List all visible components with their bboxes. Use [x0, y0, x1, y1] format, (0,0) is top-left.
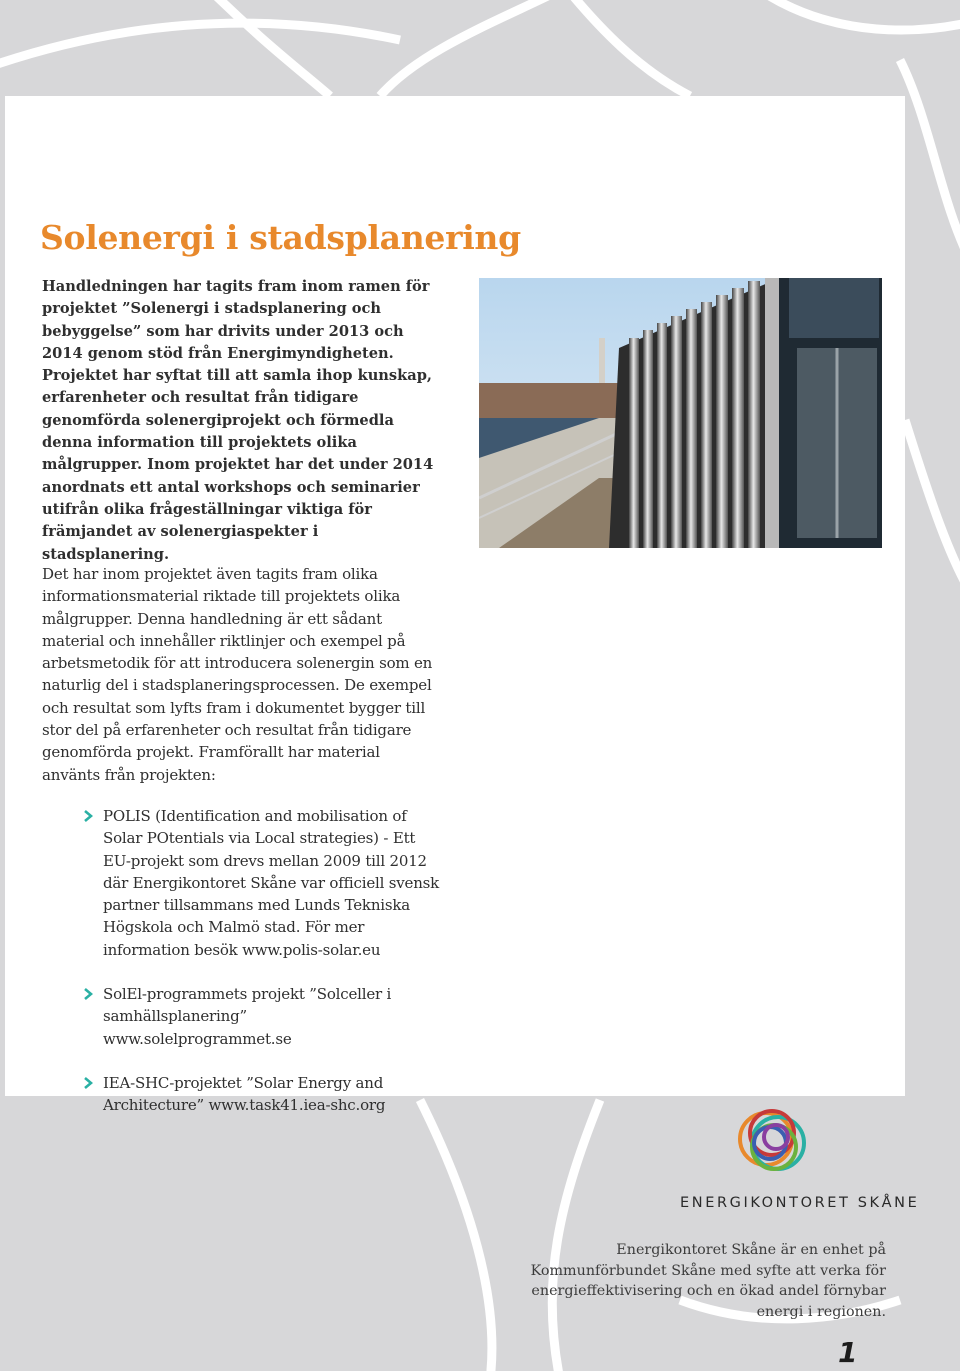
- chevron-right-icon: [83, 1076, 93, 1090]
- chevron-right-icon: [83, 987, 93, 1001]
- body-paragraph: Det har inom projektet även tagits fram olika informationsmaterial riktade till projektets olika målgrupper. Denna handledning är ett sådant material och innehåller riktlinjer och exempel på arbetsmetodik för att introducera solenergin som en naturlig del i stadsplaneringsprocessen. De exempel och resultat som lyfts fram i dokumentet bygger till stor del på erfarenheter och resultat från tidigare genomförda projekt. Framförallt har material använts från projekten:: [42, 565, 433, 784]
- list-item-text: POLIS (Identification and mobilisation of Solar POtentials via Local strategies) - Ett EU-projekt som drevs mellan 2009 till 2012 där Energikontoret Skåne var officiell svensk partner tillsammans med Lunds Tekniska Högskola och Malmö stad. För mer information besök www.polis-solar.eu: [103, 807, 440, 959]
- solar-collector-photo: [479, 278, 882, 548]
- intro-paragraph: Handledningen har tagits fram inom ramen för projektet ”Solenergi i stadsplanering och bebyggelse” som har drivits under 2013 och 2014 genom stöd från Energimyndigheten. Projektet har syftat till att samla ihop kunskap, erfarenheter och resultat från tidigare genomförda solenergiprojekt och förmedla denna information till projektets olika målgrupper. Inom projektet har det under 2014 anordnats ett antal workshops och seminarier utifrån olika frågeställningar viktiga för främjandet av solenergiaspekter i stadsplanering.: [42, 278, 434, 563]
- chevron-right-icon: [83, 809, 93, 823]
- list-item-text: IEA-SHC-projektet ”Solar Energy and Architecture” www.task41.iea-shc.org: [103, 1073, 386, 1115]
- list-item-text: SolEl-programmets projekt ”Solceller i samhällsplanering” www.solelprogrammet.se: [103, 985, 392, 1048]
- list-item: [80, 805, 440, 961]
- page-number: 1: [838, 1336, 858, 1369]
- energikontoret-logo-icon: [728, 1103, 818, 1183]
- footer-text: Energikontoret Skåne är en enhet på Kommunförbundet Skåne med syfte att verka för energieffektivisering och en ökad andel förnybar energi i regionen.: [530, 1242, 886, 1320]
- project-list: [80, 805, 440, 1139]
- list-item: [80, 983, 440, 1050]
- page-title: Solenergi i stadsplanering: [40, 218, 521, 257]
- logo-wordmark: ENERGIKONTORET SKÅNE: [680, 1195, 920, 1211]
- list-item: [80, 1072, 440, 1117]
